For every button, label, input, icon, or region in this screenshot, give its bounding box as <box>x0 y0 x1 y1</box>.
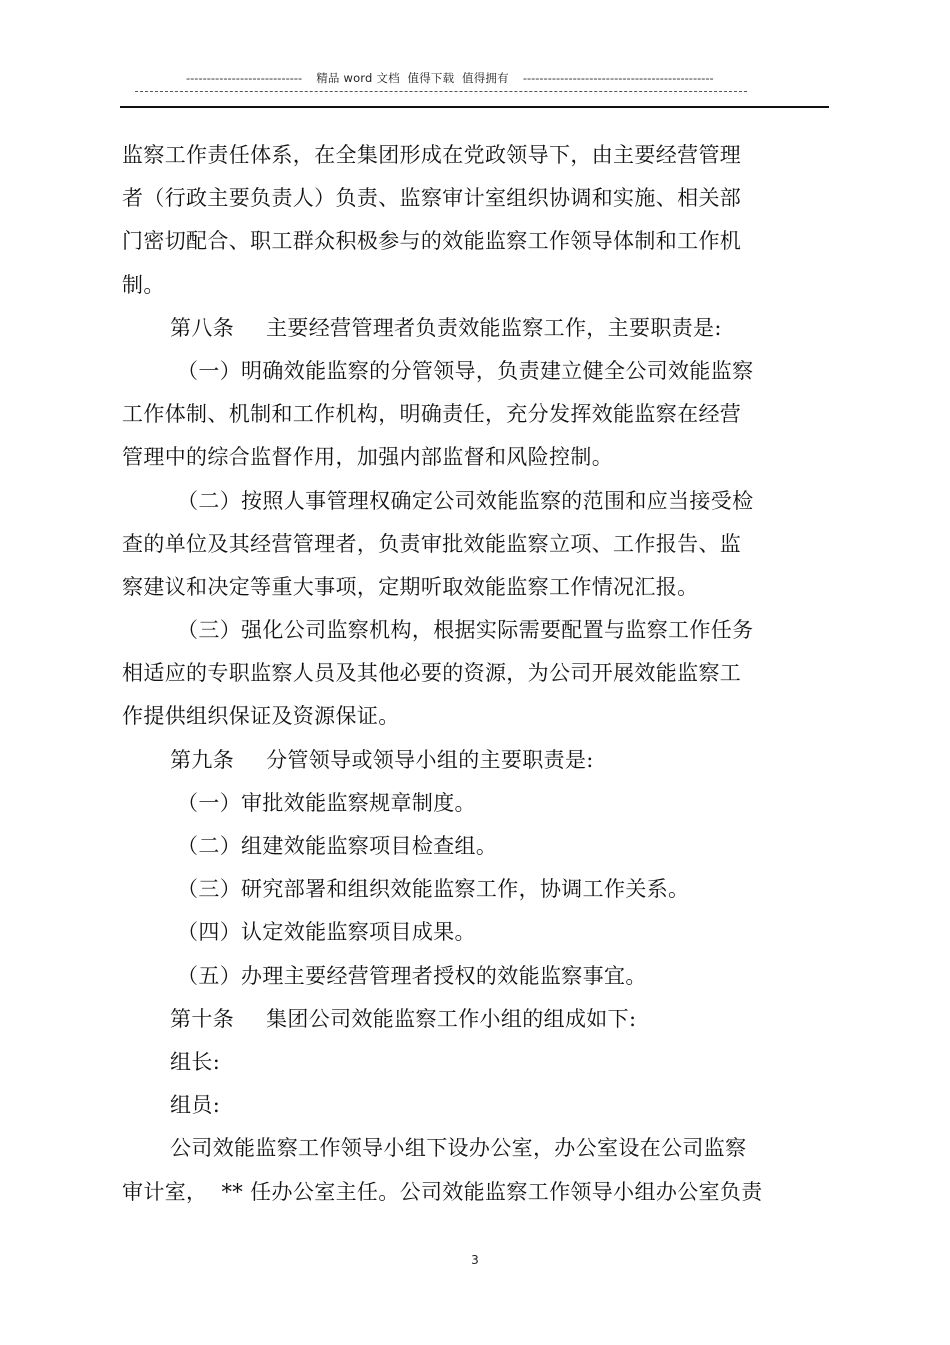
article-8-heading <box>122 307 770 350</box>
article-10-heading <box>122 998 770 1041</box>
article-8-item-1-line: 工作体制、机制和工作机构，明确责任，充分发挥效能监察在经营 <box>122 402 742 427</box>
article-8-text: 主要经营管理者负责效能监察工作，主要职责是: <box>266 315 722 340</box>
paragraph-line: 门密切配合、职工群众积极参与的效能监察工作领导体制和工作机 <box>122 229 742 254</box>
page-number: 3 <box>471 1253 479 1267</box>
header-text: 精品 word 文档 值得下载 值得拥有 <box>316 71 509 85</box>
article-8-item-3-line: 作提供组织保证及资源保证。 <box>122 704 400 729</box>
header-dashes-left: ---------------------------- <box>186 71 303 85</box>
page-header <box>0 0 950 112</box>
header-dashes-right: ---------------------------------------------- <box>522 71 714 85</box>
member-label: 组员: <box>170 1093 221 1118</box>
paragraph-line: 制。 <box>122 272 165 297</box>
article-10-number: 第十条 <box>170 1006 235 1031</box>
article-9-item: （一）审批效能监察规章制度。 <box>177 790 476 815</box>
article-8-item-1-line: （一）明确效能监察的分管领导，负责建立健全公司效能监察 <box>177 358 754 383</box>
header-banner <box>186 70 714 86</box>
office-paragraph-line: 公司效能监察工作领导小组下设办公室，办公室设在公司监察 <box>170 1136 747 1161</box>
paragraph-line: 监察工作责任体系，在全集团形成在党政领导下，由主要经营管理 <box>122 143 742 167</box>
article-9-item: （三）研究部署和组织效能监察工作，协调工作关系。 <box>177 877 690 902</box>
paragraph-line: 者（行政主要负责人）负责、监察审计室组织协调和实施、相关部 <box>122 186 742 211</box>
article-10-text: 集团公司效能监察工作小组的组成如下: <box>266 1006 637 1031</box>
document-body <box>122 134 770 1214</box>
office-paragraph-line: 审计室， ** 任办公室主任。公司效能监察工作领导小组办公室负责 <box>122 1179 763 1204</box>
article-8-item-2-line: 查的单位及其经营管理者，负责审批效能监察立项、工作报告、监 <box>122 531 742 556</box>
article-9-number: 第九条 <box>170 747 235 772</box>
article-9-item: （二）组建效能监察项目检查组。 <box>177 834 498 858</box>
article-8-item-2-line: 察建议和决定等重大事项，定期听取效能监察工作情况汇报。 <box>122 574 699 599</box>
leader-label: 组长: <box>170 1049 221 1074</box>
article-9-heading <box>122 739 770 782</box>
header-dashed-line <box>135 91 747 92</box>
header-rule <box>120 106 829 108</box>
article-8-item-3-line: 相适应的专职监察人员及其他必要的资源，为公司开展效能监察工 <box>122 661 742 686</box>
article-8-item-2-line: （二）按照人事管理权确定公司效能监察的范围和应当接受检 <box>177 488 754 513</box>
article-9-item: （四）认定效能监察项目成果。 <box>177 920 476 945</box>
article-9-text: 分管领导或领导小组的主要职责是: <box>266 747 594 772</box>
article-8-item-3-line: （三）强化公司监察机构，根据实际需要配置与监察工作任务 <box>177 618 754 643</box>
article-8-item-1-line: 管理中的综合监督作用，加强内部监督和风险控制。 <box>122 445 614 470</box>
article-9-item: （五）办理主要经营管理者授权的效能监察事宜。 <box>177 963 647 988</box>
article-8-number: 第八条 <box>170 315 235 340</box>
